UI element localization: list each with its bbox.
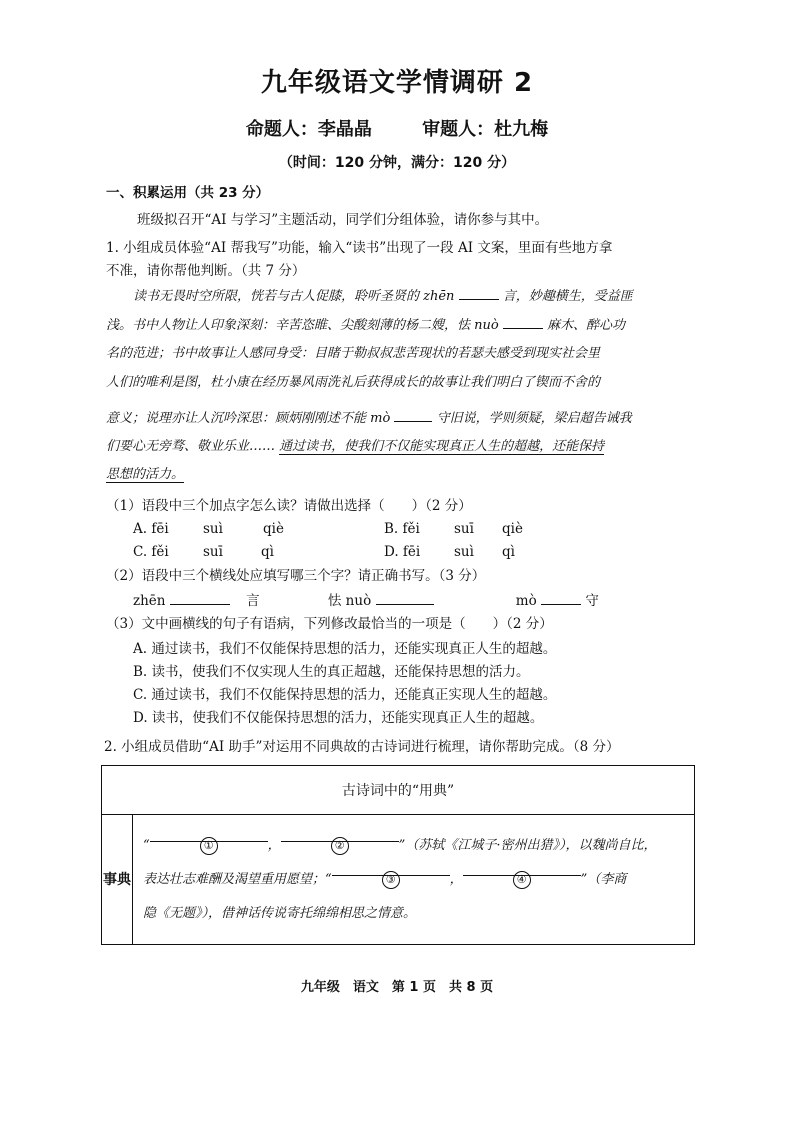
blank-zhen[interactable] <box>459 287 499 300</box>
page-footer: 九年级 语文 第 1 页 共 8 页 <box>300 980 494 995</box>
q1-line2: 不准，请你帮他判断。（共 7 分） <box>106 263 306 279</box>
passage-line: 浅。书中人物让人印象深刻：辛苦恣睢、尖酸刻薄的杨二嫂，怯 nuò 麻木、醉心功 <box>106 318 626 333</box>
sub1-option-b[interactable]: B. fěi suī qiè <box>384 521 523 537</box>
passage-line: 意义；说理亦让人沉吟深思：顾炳刚刚述不能 mò 守旧说，学则须疑，梁启超告诫我 <box>106 411 632 426</box>
answer-blank-1[interactable] <box>170 592 230 605</box>
blank-mo[interactable] <box>394 409 432 422</box>
sub3-option-b[interactable]: B. 读书，使我们不仅实现人生的真正超越，还能保持思想的活力。 <box>133 664 530 680</box>
sub3-question: （3）文中画横线的句子有语病，下列修改最恰当的一项是（ ）（2 分） <box>106 616 553 632</box>
authors <box>0 115 794 141</box>
passage-line: 人们的唯利是图，杜小康在经历暴风雨洗礼后获得成长的故事让我们明白了锲而不舍的 <box>106 375 601 390</box>
underlined-sentence: 通过读书，使我们不仅能实现真正人生的超越，还能保持 <box>279 439 605 454</box>
table-body: “ ① ， ② ”（苏轼《江城子·密州出猎》），以魏尚自比， 表达壮志难酬及渴望重用愿望；“ ③ ， ④ ”（李商 隐《无题》），借神话传说寄托绵绵相思之情意。 <box>133 815 695 945</box>
sub3-option-d[interactable]: D. 读书，使我们不仅能保持思想的活力，还能实现真正人生的超越。 <box>133 710 544 726</box>
time-info: （时间：120 分钟，满分：120 分） <box>278 155 516 171</box>
passage-line: 思想的活力。 <box>106 467 185 482</box>
allusion-table <box>101 765 695 945</box>
section-intro: 班级拟召开“AI 与学习”主题活动，同学们分组体验，请你参与其中。 <box>137 212 549 228</box>
table-header: 古诗词中的“用典” <box>102 766 695 815</box>
answer-blank-2[interactable] <box>376 592 434 605</box>
q1-line1: 1. 小组成员体验“AI 帮我写”功能，输入“读书”出现了一段 AI 文案，里面有些地方拿 <box>106 240 613 256</box>
sub1-option-d[interactable]: D. fēi suì qì <box>384 544 515 560</box>
sub1-question: （1）语段中三个加点字怎么读？请做出选择（ ）（2 分） <box>106 498 472 514</box>
reviewer: 审题人：杜九梅 <box>422 119 549 140</box>
sub1-option-c[interactable]: C. fěi suī qì <box>133 544 274 560</box>
passage-line: 们要心无旁骛、敬业乐业…… 通过读书，使我们不仅能实现真正人生的超越，还能保持 <box>106 439 605 454</box>
page-title: 九年级语文学情调研 2 <box>260 68 534 98</box>
blank-1[interactable]: ① <box>150 829 268 842</box>
passage-line: 读书无畏时空所限，恍若与古人促膝，聆听圣贤的 zhēn 言，妙趣横生，受益匪 <box>133 289 633 304</box>
section-heading: 一、积累运用（共 23 分） <box>106 185 270 201</box>
sub2-question: （2）语段中三个横线处应填写哪三个字？请正确书写。（3 分） <box>106 568 486 584</box>
sub1-option-a[interactable]: A. fēi suì qiè <box>133 521 284 537</box>
sub3-option-a[interactable]: A. 通过读书，我们不仅能保持思想的活力，还能实现真正人生的超越。 <box>133 641 557 657</box>
blank-2[interactable]: ② <box>281 829 399 842</box>
passage-line: 名的范进；书中故事让人感同身受：目睹于勒叔叔悲苦现状的若瑟夫感受到现实社会里 <box>106 346 601 361</box>
sub2-blanks: zhēn 言 怯 nuò mò 守 <box>133 593 599 609</box>
table-row-tag: 事典 <box>102 815 133 945</box>
blank-3[interactable]: ③ <box>332 863 450 876</box>
setter: 命题人：李晶晶 <box>245 119 372 140</box>
blank-4[interactable]: ④ <box>463 863 581 876</box>
q2-prompt: 2. 小组成员借助“AI 助手”对运用不同典故的古诗词进行梳理，请你帮助完成。（8 分） <box>104 739 620 755</box>
sub3-option-c[interactable]: C. 通过读书，我们不仅能保持思想的活力，还能真正实现人生的超越。 <box>133 687 557 703</box>
answer-blank-3[interactable] <box>541 592 581 605</box>
blank-nuo[interactable] <box>503 316 543 329</box>
